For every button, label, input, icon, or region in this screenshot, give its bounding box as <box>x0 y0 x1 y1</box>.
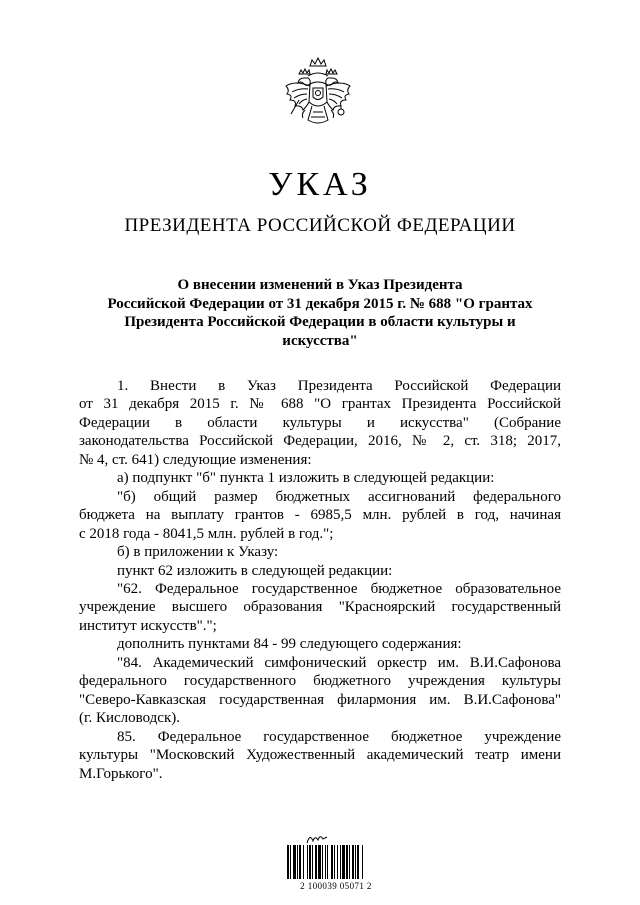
paragraph-line: (г. Кисловодск). <box>79 710 181 727</box>
paragraph-line: 85. Федеральное государственное бюджетное учреждение <box>117 728 561 745</box>
paragraph-line: "62. Федеральное государственное бюджетное образовательное <box>117 580 561 597</box>
paragraph-item-85-continued <box>79 765 561 783</box>
paragraph-line: "б) общий размер бюджетных ассигнований федерального <box>117 488 561 505</box>
paragraph-a <box>79 469 561 487</box>
paragraph-line: федерального государственного бюджетного учреждения культуры <box>79 673 561 690</box>
paragraph-item-85 <box>79 728 561 746</box>
paragraph-line: дополнить пунктами 84 - 99 следующего содержания: <box>117 636 462 653</box>
document-type-heading: УКАЗ <box>268 166 372 203</box>
paragraph-line: № 4, ст. 641) следующие изменения: <box>79 451 312 468</box>
paragraph-item-62-intro <box>79 562 561 580</box>
paragraph-1-continued <box>79 451 561 469</box>
paragraph-line: от 31 декабря 2015 г. № 688 "О грантах Президента Российской <box>79 396 561 413</box>
paragraph-line: законодательства Российской Федерации, 2016, № 2, ст. 318; 2017, <box>79 433 561 450</box>
handwritten-initials-mark <box>305 831 329 845</box>
paragraph-item-84-continued <box>79 709 561 727</box>
paragraph-item-84 <box>79 654 561 672</box>
paragraph-line: "Северо-Кавказская государственная филармония им. В.И.Сафонова" <box>79 691 561 708</box>
paragraph-item-62-continued <box>79 598 561 616</box>
paragraph-items-84-99-intro <box>79 635 561 653</box>
paragraph-line: учреждение высшего образования "Красноярский государственный <box>79 599 561 616</box>
paragraph-b-quote-continued <box>79 525 561 543</box>
paragraph-line: а) подпункт "б" пункта 1 изложить в следующей редакции: <box>117 470 495 487</box>
paragraph-item-84-continued <box>79 691 561 709</box>
paragraph-line: пункт 62 изложить в следующей редакции: <box>117 562 393 579</box>
paragraph-line: культуры "Московский Художественный академический театр имени <box>79 747 561 764</box>
paragraph-b-quote <box>79 488 561 506</box>
paragraph-line: М.Горького". <box>79 765 163 782</box>
title-line: Президента Российской Федерации в области культуры и <box>124 314 516 331</box>
paragraph-line: Федерации в области культуры и искусства" (Собрание <box>79 414 561 431</box>
paragraph-line: бюджета на выплату грантов - 6985,5 млн. рублей в год, начиная <box>79 507 561 524</box>
title-line: Российской Федерации от 31 декабря 2015 г. № 688 "О грантах <box>107 295 533 312</box>
paragraph-item-62 <box>79 580 561 598</box>
russian-coat-of-arms-icon <box>281 56 355 144</box>
document-title <box>80 276 560 350</box>
issuer-heading: ПРЕЗИДЕНТА РОССИЙСКОЙ ФЕДЕРАЦИИ <box>124 215 516 236</box>
paragraph-item-85-continued <box>79 746 561 764</box>
decree-body <box>79 377 561 783</box>
paragraph-b <box>79 543 561 561</box>
paragraph-1-continued <box>79 395 561 413</box>
paragraph-line: с 2018 года - 8041,5 млн. рублей в год."; <box>79 525 334 542</box>
paragraph-item-84-continued <box>79 672 561 690</box>
title-line: О внесении изменений в Указ Президента <box>177 277 463 293</box>
paragraph-b-quote-continued <box>79 506 561 524</box>
paragraph-item-62-continued <box>79 617 561 635</box>
paragraph-1-continued <box>79 432 561 450</box>
paragraph-1-continued <box>79 414 561 432</box>
paragraph-line: б) в приложении к Указу: <box>117 544 279 561</box>
paragraph-1 <box>79 377 561 395</box>
paragraph-line: "84. Академический симфонический оркестр им. В.И.Сафонова <box>117 654 561 671</box>
barcode-number: 2 100039 05071 2 <box>300 881 372 891</box>
title-line: искусства" <box>282 332 358 349</box>
paragraph-line: 1. Внести в Указ Президента Российской Федерации <box>117 378 561 394</box>
barcode-icon <box>286 845 386 879</box>
paragraph-line: институт искусств"."; <box>79 617 217 634</box>
